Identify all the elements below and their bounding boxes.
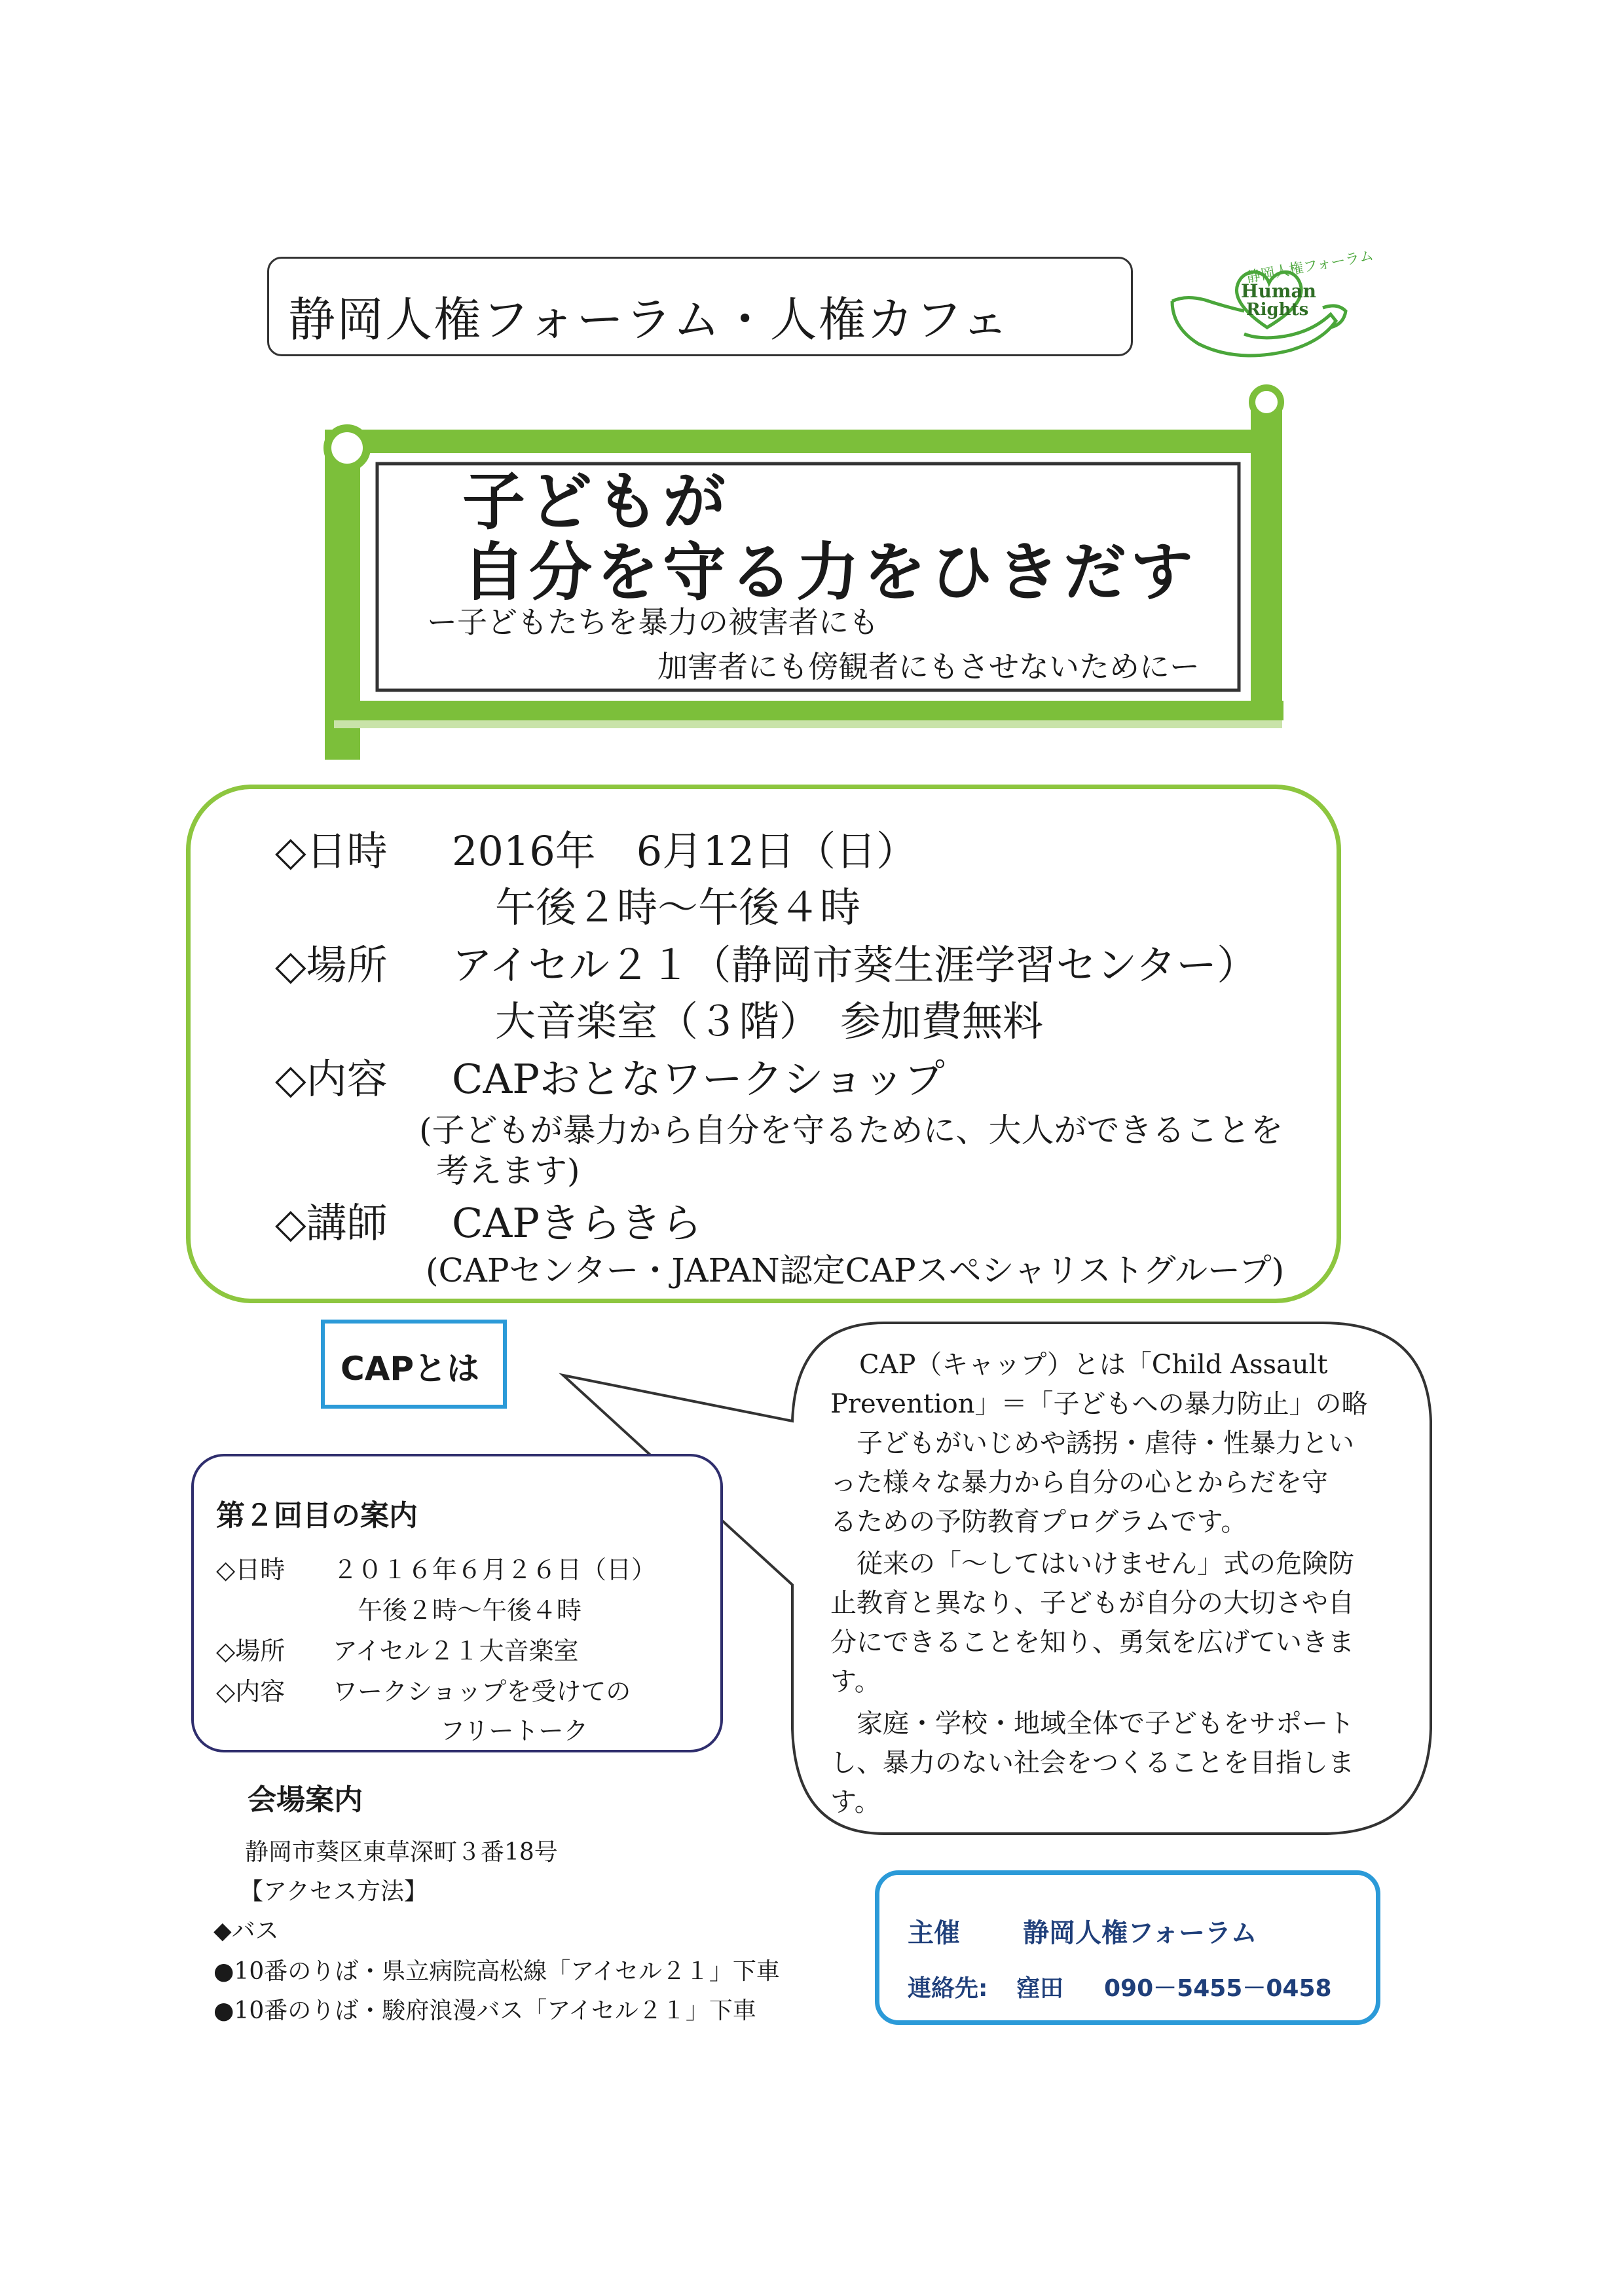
event-content-desc1: (子どもが暴力から自分を守るために、大人ができることを [419,1111,1283,1149]
second-place-value: アイセル２１大音楽室 [333,1637,579,1665]
event-content-desc2: 考えます) [436,1152,580,1190]
event-date-label: ◇日時 [275,827,388,875]
banner-title-line1: 子どもが [462,465,729,538]
event-time-value: 午後２時～午後４時 [495,883,861,931]
banner-title-line2: 自分を守る力をひきだす [462,536,1197,609]
cap-desc-line: Prevention」＝「子どもへの暴力防止」の略 [830,1389,1368,1419]
second-content-value2: フリートーク [440,1716,589,1745]
cap-desc-line: 止教育と異なり、子どもが自分の大切さや自 [830,1588,1354,1618]
organizer-contact-name: 窪田 [1016,1975,1064,2002]
banner-subtitle-line2: 加害者にも傍観者にもさせないためにー [657,649,1200,684]
venue-bus-route: ●10番のりば・駿府浪漫バス「アイセル２１」下車 [213,1997,756,2024]
cap-desc-line: るための予防教育プログラムです。 [830,1507,1247,1537]
second-session-title: 第２回目の案内 [216,1499,418,1532]
venue-access-heading: 【アクセス方法】 [240,1878,428,1905]
venue-address: 静岡市葵区東草深町３番18号 [245,1839,558,1866]
second-content-label: ◇内容 [216,1677,286,1706]
organizer-host-label: 主催 [908,1918,960,1948]
page-title: 静岡人権フォーラム・人権カフェ [288,292,1010,347]
cap-desc-line: 子どもがいじめや誘拐・虐待・性暴力とい [830,1428,1354,1458]
venue-title: 会場案内 [248,1783,363,1817]
logo-text-rights: Rights [1246,300,1309,320]
human-rights-logo [1159,229,1375,367]
cap-desc-line: す。 [830,1667,881,1697]
organizer-host-value: 静岡人権フォーラム [1023,1918,1257,1948]
cap-desc-line: 分にできることを知り、勇気を広げていきま [830,1627,1354,1657]
banner-subtitle-line1: ー子どもたちを暴力の被害者にも [427,604,879,640]
cap-label: CAPとは [341,1350,480,1388]
second-content-value1: ワークショップを受けての [333,1677,631,1706]
banner-curl-right [1252,388,1281,417]
event-place-value: アイセル２１（静岡市葵生涯学習センター） [452,941,1258,989]
venue-bus-route: ●10番のりば・県立病院高松線「アイセル２１」下車 [213,1958,780,1985]
cap-desc-line: 家庭・学校・地域全体で子どもをサポート [830,1709,1354,1739]
banner-right-rail [1251,393,1282,720]
venue-bus-heading: ◆バス [213,1917,279,1944]
second-time-value: 午後２時～午後４時 [358,1596,582,1625]
cap-desc-line: った様々な暴力から自分の心とからだを守 [830,1468,1328,1498]
event-date-value: 2016年 6月12日（日） [452,827,917,875]
second-date-label: ◇日時 [216,1555,286,1584]
event-lecturer-value: CAPきらきら [452,1199,702,1247]
organizer-contact-label: 連絡先: [908,1975,988,2002]
logo-text-human: Human [1241,280,1316,302]
banner-bottom-rail [354,701,1283,720]
logo-ring-text: 静岡人権フォーラム [1245,248,1375,286]
event-content-label: ◇内容 [275,1055,388,1103]
second-place-label: ◇場所 [216,1637,286,1665]
second-date-value: ２０１６年６月２６日（日） [333,1555,657,1584]
event-place-label: ◇場所 [275,941,388,989]
event-room-value: 大音楽室（３階） 参加費無料 [495,997,1044,1045]
event-lecturer-label: ◇講師 [275,1199,388,1247]
organizer-contact-phone: 090－5455－0458 [1104,1975,1332,2002]
banner-top-rail [325,430,1261,453]
cap-desc-line: 従来の「～してはいけません」式の危険防 [830,1549,1354,1579]
cap-desc-line: し、暴力のない社会をつくることを目指しま [830,1748,1354,1778]
banner-curl-left [327,428,367,468]
cap-desc-line: す。 [830,1787,881,1817]
event-content-value: CAPおとなワークショップ [452,1055,945,1103]
cap-desc-line: CAP（キャップ）とは「Child Assault [859,1350,1328,1380]
event-lecturer-desc: (CAPセンター・JAPAN認定CAPスペシャリストグループ) [426,1251,1285,1289]
